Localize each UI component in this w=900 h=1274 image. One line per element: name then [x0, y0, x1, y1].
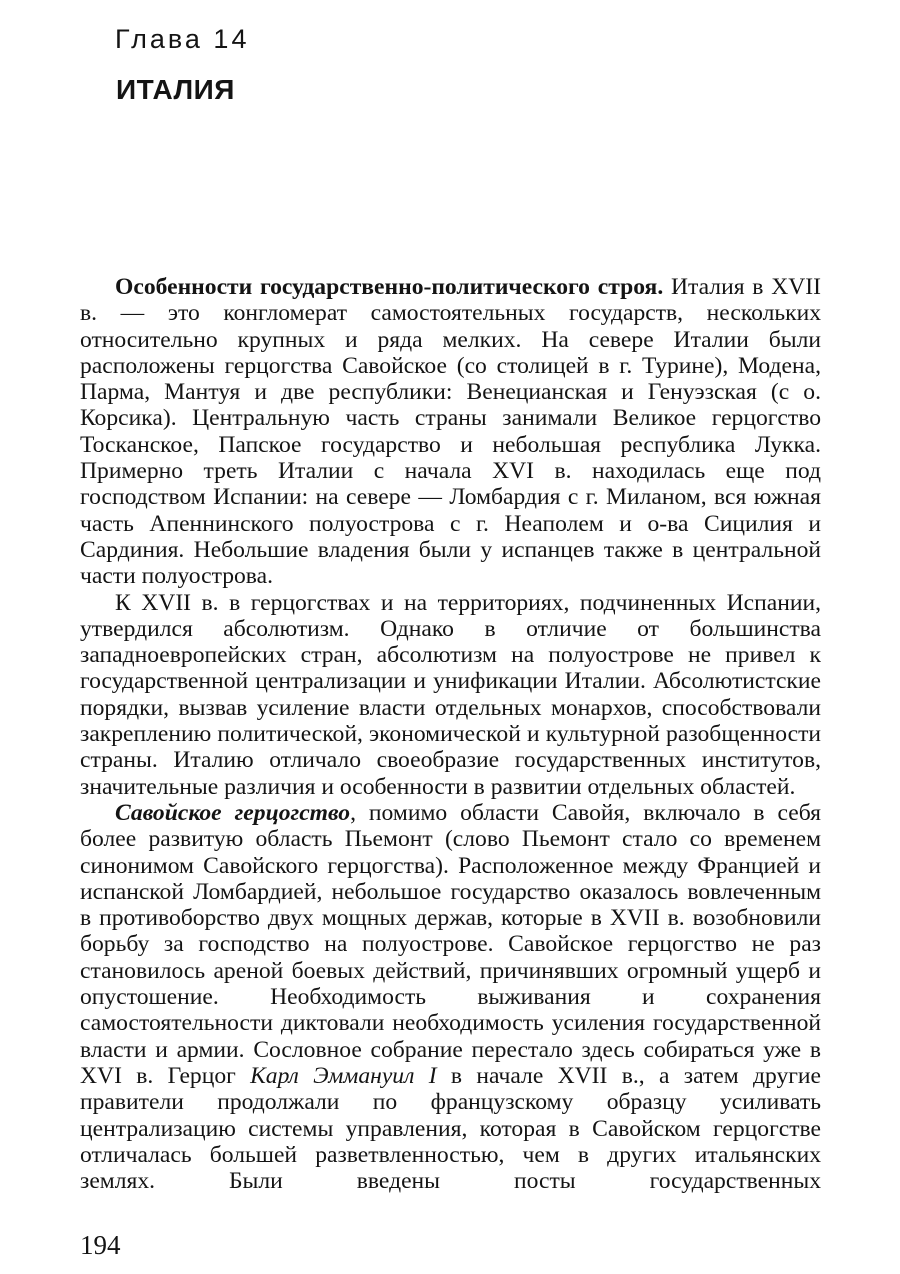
- paragraph-2-text: К XVII в. в герцогствах и на территориях, подчиненных Испании, утвердился абсолютизм. Однако в отличие от большинства западноевропейских стран, абсолютизм на полуострове не привел к государственной централизации и унификации Италии. Абсолютистские порядки, вызвав усиление власти отдельных монархов, способствовали закреплению политической, экономической и культурной разобщенности страны. Италию отличало своеобразие государственных институтов, значительные различия и особенности в развитии отдельных областей.: [80, 589, 821, 800]
- paragraph-1: [80, 274, 821, 590]
- paragraph-3: [80, 800, 821, 1194]
- paragraph-3-text-b: в начале XVII в., а затем другие правители продолжали по французскому образцу усиливать централизацию системы управления, которая в Савойском герцогстве отличалась большей разветвленностью, чем в других итальянских землях. Были введены посты государственных: [80, 1062, 822, 1195]
- chapter-label: Глава 14: [115, 24, 250, 54]
- body-text: [80, 274, 821, 1194]
- person-name: Карл Эммануил I: [250, 1062, 437, 1089]
- term-savoy-duchy: Савойское герцогство: [115, 799, 351, 826]
- paragraph-2: [80, 590, 821, 800]
- paragraph-1-text: Италия в XVII в. — это конгломерат самостоятельных государств, нескольких относительно крупных и ряда мелких. На севере Италии были расположены герцогства Савойское (со столицей в г. Турине), Модена, Парма, Мантуя и две республики: Венецианская и Генуэзская (с о. Корсика). Центральную часть страны занимали Великое герцогство Тосканское, Папское государство и небольшая республика Лукка. Примерно треть Италии с начала XVI в. находилась еще под господством Испании: на севере — Ломбардия с г. Миланом, вся южная часть Апеннинского полуострова с г. Неаполем и о-ва Сицилия и Сардиния. Небольшие владения были у испанцев также в центральной части полуострова.: [80, 274, 821, 590]
- paragraph-3-text-a: , помимо области Савойя, включало в себя более развитую область Пьемонт (слово Пьемонт стало со временем синонимом Савойского герцогства). Расположенное между Францией и испанской Ломбардией, небольшое государство оказалось вовлеченным в противоборство двух мощных держав, которые в XVII в. возобновили борьбу за господство на полуострове. Савойское герцогство не раз становилось ареной боевых действий, причинявших огромный ущерб и опустошение. Необходимость выживания и сохранения самостоятельности диктовали необходимость усиления государственной власти и армии. Сословное собрание перестало здесь собираться уже в XVI в. Герцог: [80, 799, 822, 1089]
- chapter-title: ИТАЛИЯ: [116, 74, 235, 105]
- page-number: 194: [80, 1230, 121, 1260]
- section-heading: Особенности государственно-политического строя.: [115, 274, 664, 300]
